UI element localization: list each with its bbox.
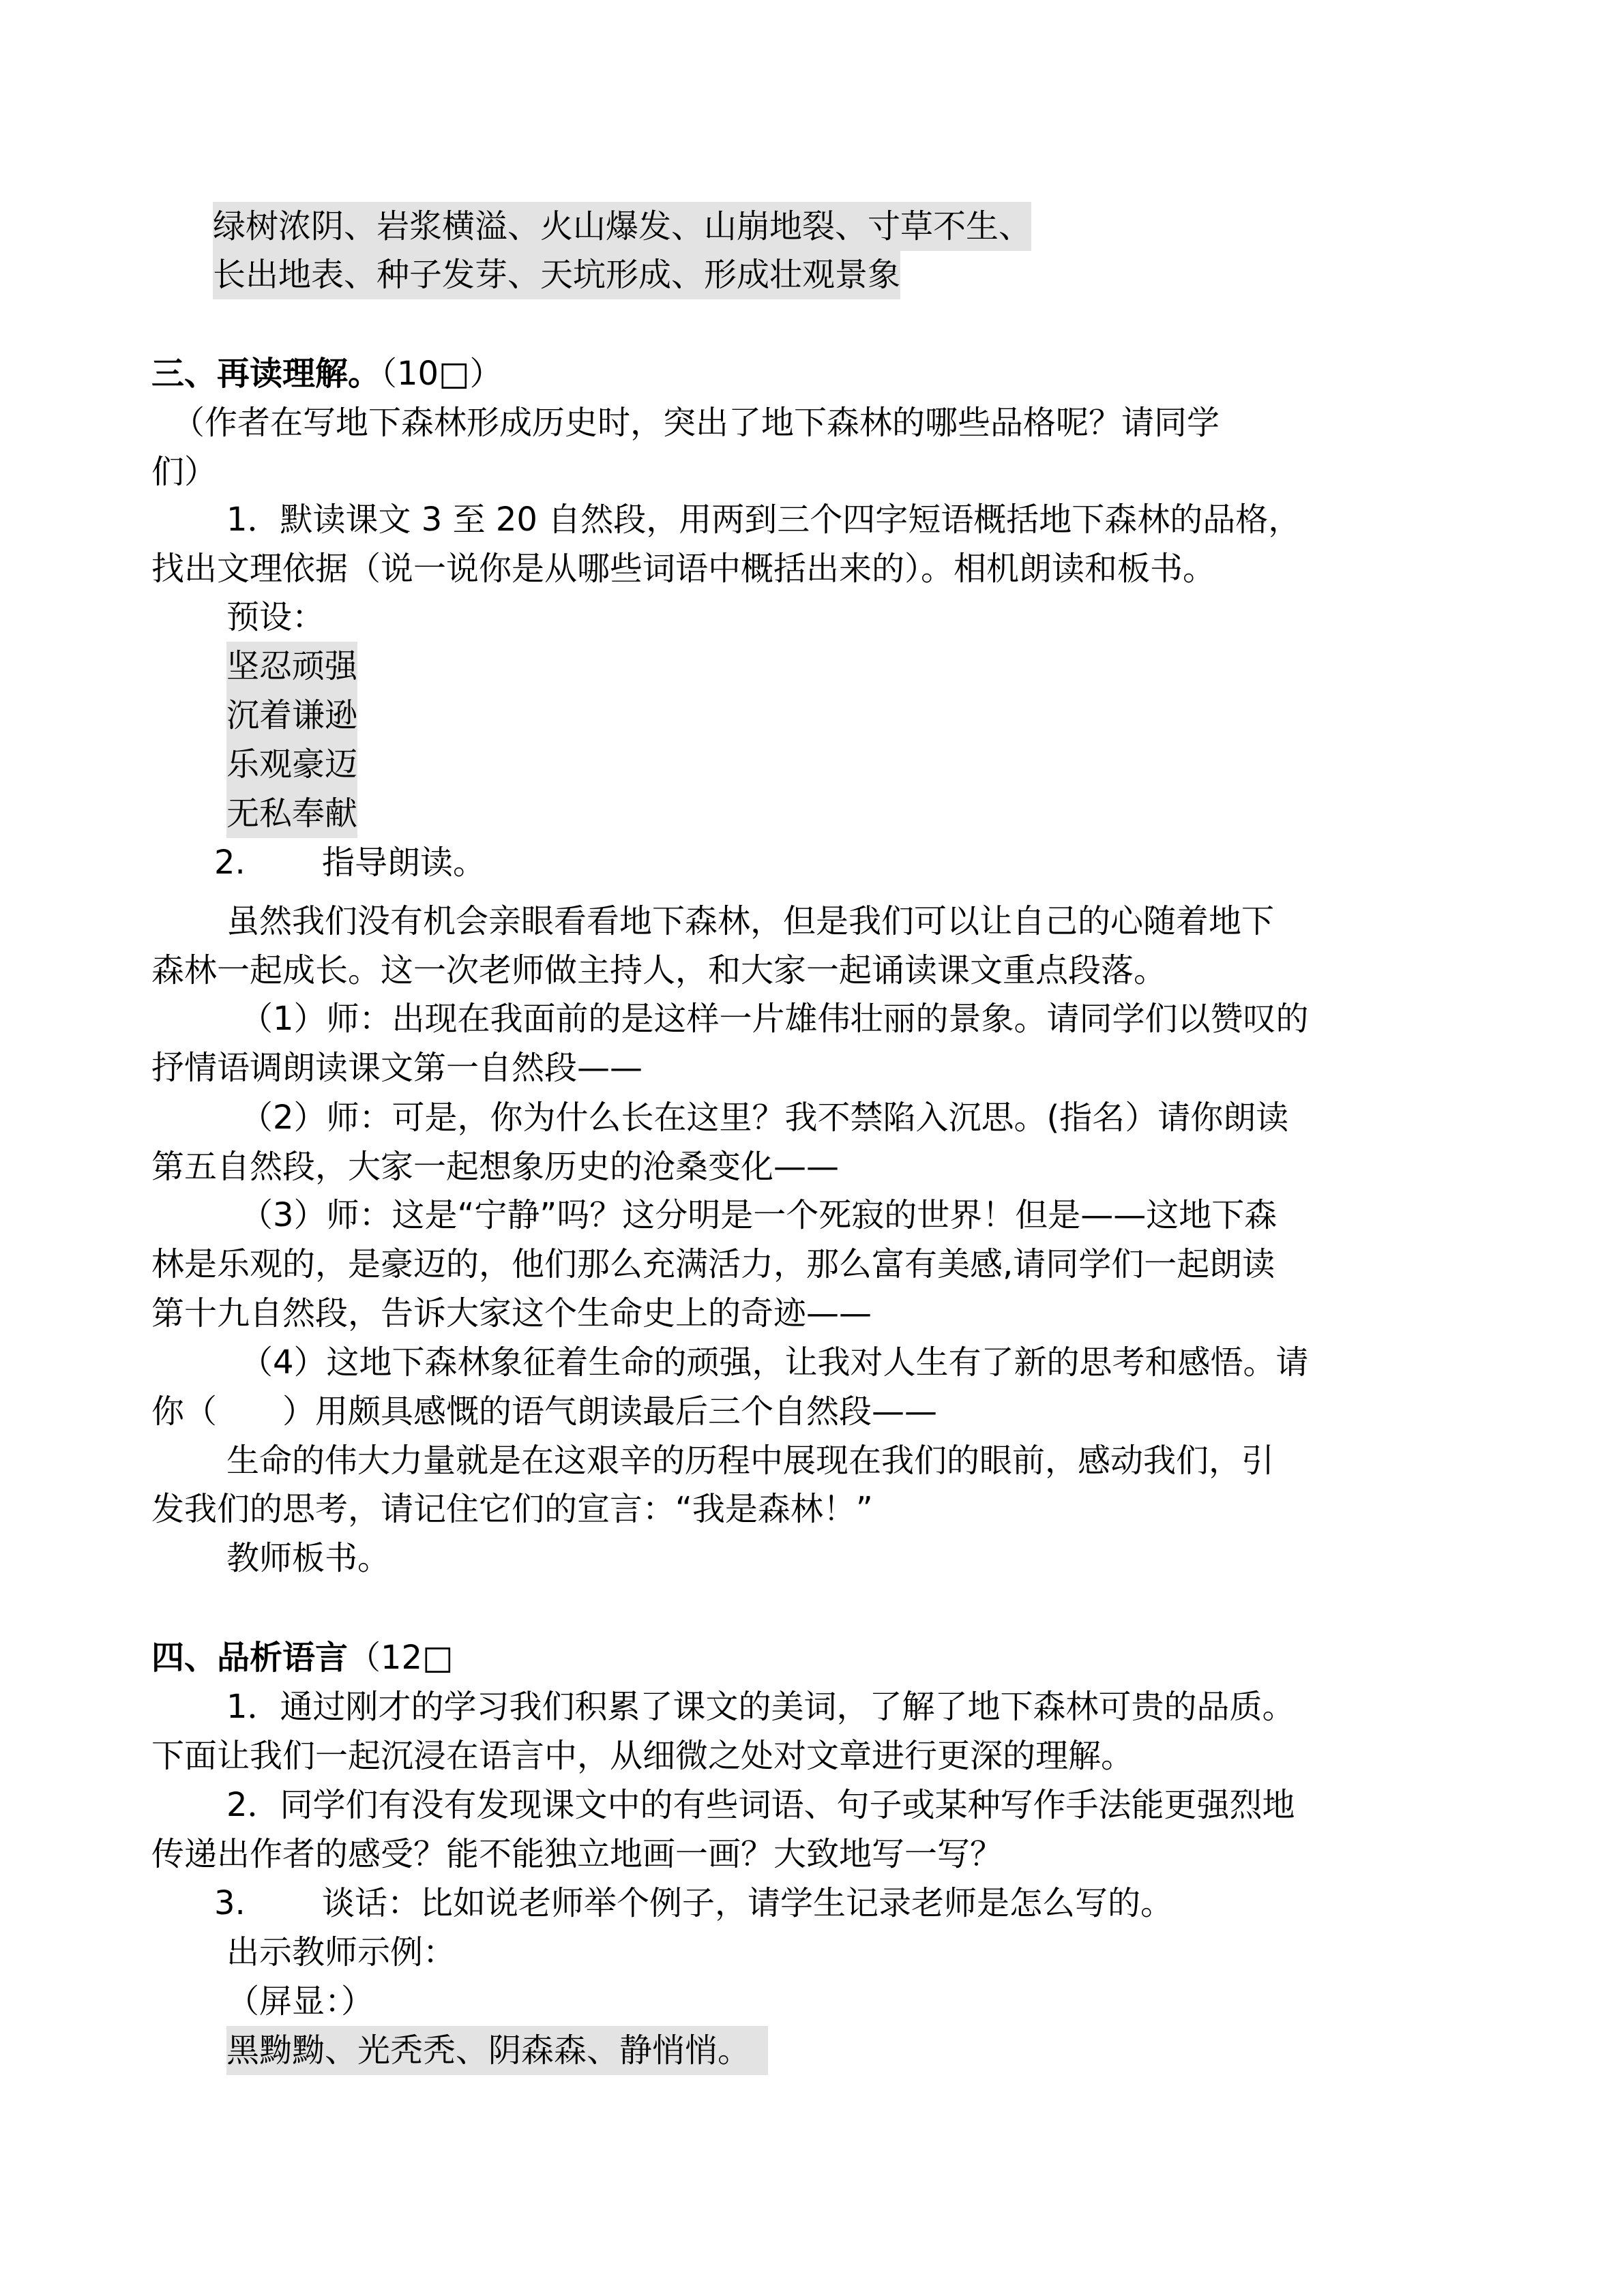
highlight-line-1: 绿树浓阴、岩浆横溢、火山爆发、山崩地裂、寸草不生、 xyxy=(213,202,1031,251)
question-1-line-2: 找出文理依据（说一说你是从哪些词语中概括出来的）。相机朗读和板书。 xyxy=(151,550,1216,588)
step-4-line-2: 你（ ）用颇具感慨的语气朗读最后三个自然段—— xyxy=(151,1392,938,1431)
highlight-line-2: 长出地表、种子发芽、天坑形成、形成壮观景象 xyxy=(213,250,900,299)
example-label: 出示教师示例： xyxy=(226,1933,456,1971)
item-1-line-1: 1．通过刚才的学习我们积累了课文的美词，了解了地下森林可贵的品质。 xyxy=(226,1688,1295,1726)
step-2-line-1: （2）师：可是，你为什么长在这里？我不禁陷入沉思。(指名）请你朗读 xyxy=(240,1099,1289,1137)
step-2-line-2: 第五自然段，大家一起想象历史的沧桑变化—— xyxy=(151,1148,840,1186)
section-3-heading: 三、再读理解。 xyxy=(151,355,381,393)
step-1-line-1: （1）师：出现在我面前的是这样一片雄伟壮丽的景象。请同学们以赞叹的 xyxy=(240,1000,1309,1038)
step-4-line-1: （4）这地下森林象征着生命的顽强，让我对人生有了新的思考和感悟。请 xyxy=(240,1343,1309,1382)
section-3-points: （10□） xyxy=(381,355,503,393)
trait-item: 沉着谦逊 xyxy=(226,691,357,740)
intro-line-2: 们） xyxy=(151,453,218,491)
step-1-line-2: 抒情语调朗读课文第一自然段—— xyxy=(151,1049,643,1087)
screen-label: （屏显：） xyxy=(226,1982,374,2021)
trait-item: 坚忍顽强 xyxy=(226,642,357,691)
trait-item: 无私奉献 xyxy=(226,789,357,838)
question-2-number: 2. xyxy=(214,844,246,882)
paragraph-2-line-2: 发我们的思考，请记住它们的宣言：“我是森林！” xyxy=(151,1490,873,1528)
section-4-heading-line xyxy=(151,1633,453,1682)
item-2-line-1: 2．同学们有没有发现课文中的有些词语、句子或某种写作手法能更强烈地 xyxy=(226,1786,1295,1824)
section-4-heading: 四、品析语言 xyxy=(151,1639,349,1677)
item-2-line-2: 传递出作者的感受？能不能独立地画一画？大致地写一写？ xyxy=(151,1835,1003,1873)
paragraph-1-line-2: 森林一起成长。这一次老师做主持人，和大家一起诵读课文重点段落。 xyxy=(151,951,1167,989)
paragraph-2-line-1: 生命的伟大力量就是在这艰辛的历程中展现在我们的眼前，感动我们，引 xyxy=(226,1442,1275,1480)
teacher-board-note: 教师板书。 xyxy=(226,1539,391,1577)
item-3-text: 谈话：比如说老师举个例子，请学生记录老师是怎么写的。 xyxy=(322,1884,1174,1922)
item-3-number: 3. xyxy=(214,1884,246,1922)
step-3-line-1: （3）师：这是“宁静”吗？这分明是一个死寂的世界！但是——这地下森 xyxy=(240,1196,1278,1234)
step-3-line-2: 林是乐观的，是豪迈的，他们那么充满活力，那么富有美感,请同学们一起朗读 xyxy=(151,1245,1275,1283)
paragraph-1-line-1: 虽然我们没有机会亲眼看看地下森林，但是我们可以让自己的心随着地下 xyxy=(226,902,1275,940)
example-words: 黑黝黝、光秃秃、阴森森、静悄悄。 xyxy=(226,2026,768,2075)
section-4-points: （12□ xyxy=(348,1639,454,1677)
item-1-line-2: 下面让我们一起沉浸在语言中，从细微之处对文章进行更深的理解。 xyxy=(151,1737,1134,1775)
question-1-line-1: 1．默读课文 3 至 20 自然段，用两到三个四字短语概括地下森林的品格， xyxy=(226,501,1301,539)
section-3-heading-line xyxy=(151,349,502,398)
trait-item: 乐观豪迈 xyxy=(226,740,357,789)
question-2-text: 指导朗读。 xyxy=(322,844,486,882)
step-3-line-3: 第十九自然段，告诉大家这个生命史上的奇迹—— xyxy=(151,1294,872,1332)
preset-label: 预设： xyxy=(226,598,325,636)
intro-line-1: （作者在写地下森林形成历史时，突出了地下森林的哪些品格呢？请同学 xyxy=(172,404,1220,442)
